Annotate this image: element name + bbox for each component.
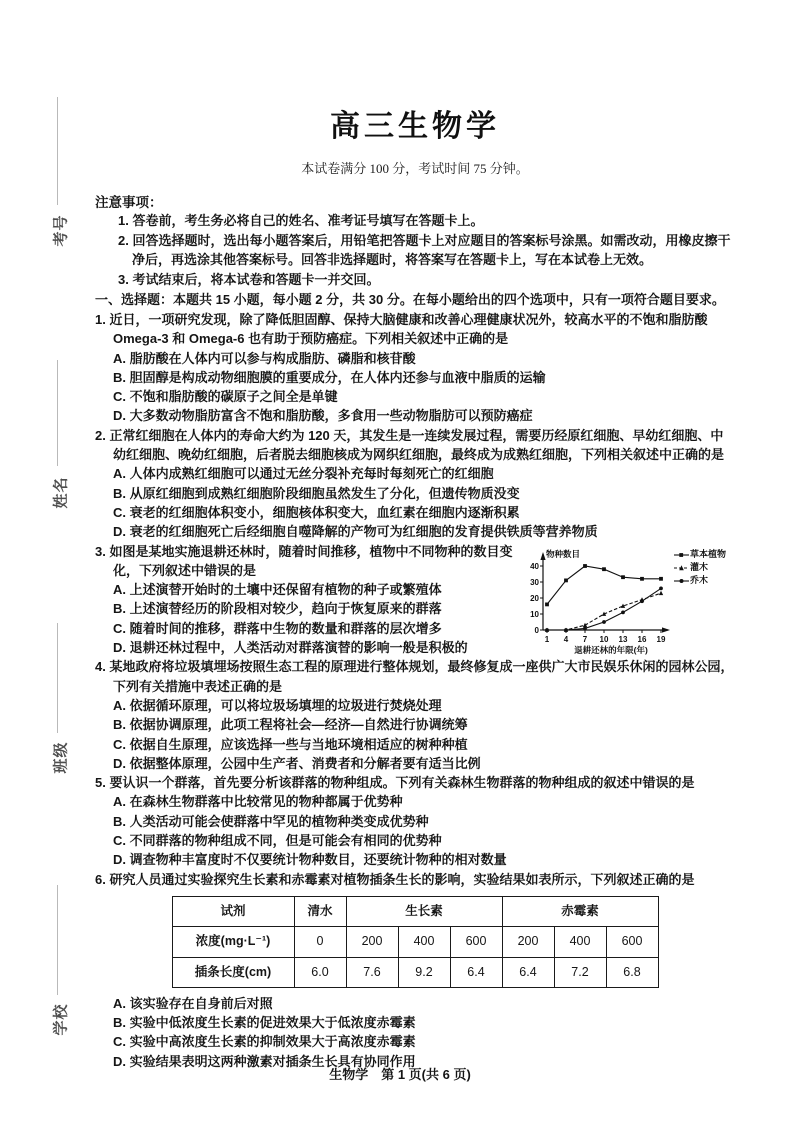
svg-text:4: 4	[563, 634, 569, 644]
circle-marker-icon	[673, 576, 690, 586]
notice-heading: 注意事项：	[95, 195, 163, 210]
svg-text:1: 1	[544, 634, 550, 644]
table-cell: 9.2	[398, 957, 450, 987]
sidebar-label: 考号	[52, 213, 70, 247]
seal-line	[57, 885, 58, 995]
question-2	[95, 426, 735, 542]
svg-text:30: 30	[530, 577, 539, 587]
table-cell: 6.4	[502, 957, 554, 987]
svg-text:0: 0	[534, 625, 539, 635]
question-1	[95, 310, 735, 426]
table-header-cell: 生长素	[346, 896, 502, 926]
table-cell: 600	[450, 927, 502, 957]
table-cell: 7.2	[554, 957, 606, 987]
legend-label: 灌木	[690, 562, 709, 573]
notice-item-2: 2. 回答选择题时，选出每小题答案后，用铅笔把答题卡上对应题目的答案标号涂黑。如需改动，用橡皮擦干净后，再选涂其他答案标号。回答非选择题时，将答案写在答题卡上，写在本试卷上无效。	[118, 232, 731, 267]
table-cell: 600	[606, 927, 658, 957]
table-cell: 400	[554, 927, 606, 957]
option-c: C. 不饱和脂肪酸的碳原子之间全是单键	[113, 389, 338, 405]
question-stem: 2. 正常红细胞在人体内的寿命大约为 120 天，其发生是一连续发展过程，需要历经原红细胞、早幼红细胞、中幼红细胞、晚幼红细胞，后者脱去细胞核成为网织红细胞，最终成为成熟红细胞，下列相关叙述中正确的是	[95, 427, 725, 463]
table-header-row	[172, 896, 658, 926]
legend-label: 乔木	[690, 575, 709, 586]
chart-legend	[673, 544, 735, 656]
svg-text:20: 20	[530, 593, 539, 603]
page-footer: 生物学 第 1 页(共 6 页)	[329, 1067, 471, 1082]
seal-line	[57, 360, 58, 466]
table-cell: 200	[502, 927, 554, 957]
option-b: B. 依据协调原理，此项工程将社会—经济—自然进行协调统筹	[113, 717, 468, 733]
table-header-cell: 赤霉素	[502, 896, 658, 926]
table-cell: 200	[346, 927, 398, 957]
option-b: B. 人类活动可能会使群落中罕见的植物种类变成优势种	[113, 813, 429, 829]
option-d: D. 退耕还林过程中，人类活动对群落演替的影响一般是积极的	[113, 640, 468, 656]
table-header-cell: 清水	[294, 896, 346, 926]
option-c: C. 衰老的红细胞体积变小，细胞核体积变大，血红素在细胞内逐渐积累	[113, 504, 520, 520]
exam-subtitle: 本试卷满分 100 分，考试时间 75 分钟。	[301, 161, 529, 176]
option-b: B. 胆固醇是构成动物细胞膜的重要成分，在人体内还参与血液中脂质的运输	[113, 369, 546, 385]
question-number: 4.	[95, 659, 106, 675]
question-number: 5.	[95, 775, 106, 791]
seal-line	[57, 97, 58, 205]
table-row-label: 插条长度(cm)	[172, 957, 294, 987]
species-count-chart	[523, 544, 735, 656]
option-a: A. 人体内成熟红细胞可以通过无丝分裂补充每时每刻死亡的红细胞	[113, 466, 494, 482]
svg-text:物种数目: 物种数目	[546, 548, 581, 559]
svg-text:16: 16	[637, 634, 647, 644]
sidebar-label: 学校	[52, 1002, 70, 1036]
option-b: B. 从原红细胞到成熟红细胞阶段细胞虽然发生了分化，但遗传物质没变	[113, 485, 520, 501]
question-stem: 3. 如图是某地实施退耕还林时，随着时间推移，植物中不同物种的数目变化，下列叙述中错误的是	[95, 543, 513, 578]
svg-text:40: 40	[530, 561, 539, 571]
question-number: 6.	[95, 871, 106, 887]
notice-item-3: 3. 考试结束后，将本试卷和答题卡一并交回。	[118, 271, 380, 287]
question-number: 1.	[95, 312, 106, 327]
option-b: B. 上述演替经历的阶段相对较少，趋向于恢复原来的群落	[113, 601, 442, 617]
legend-item	[673, 575, 735, 588]
svg-text:19: 19	[656, 634, 666, 644]
table-header-cell: 试剂	[172, 896, 294, 926]
option-b: B. 实验中低浓度生长素的促进效果大于低浓度赤霉素	[113, 1015, 416, 1031]
sidebar-label: 班级	[52, 740, 70, 774]
option-a: A. 脂肪酸在人体内可以参与构成脂肪、磷脂和核苷酸	[113, 350, 416, 366]
question-4	[95, 657, 735, 773]
table-row-cutting-length	[172, 957, 658, 987]
question-6	[95, 870, 735, 1071]
table-cell: 400	[398, 927, 450, 957]
option-c: C. 实验中高浓度生长素的抑制效果大于高浓度赤霉素	[113, 1034, 416, 1050]
question-stem: 6. 研究人员通过实验探究生长素和赤霉素对植物插条生长的影响，实验结果如表所示，下列叙述正确的是	[95, 871, 695, 887]
option-a: A. 该实验存在自身前后对照	[113, 995, 273, 1011]
option-c: C. 依据自生原理，应该选择一些与当地环境相适应的树种种植	[113, 736, 468, 752]
experiment-results-table	[172, 896, 659, 988]
svg-text:13: 13	[618, 634, 628, 644]
option-c: C. 随着时间的推移，群落中生物的数量和群落的层次增多	[113, 620, 442, 636]
svg-text:10: 10	[530, 609, 539, 619]
svg-text:7: 7	[582, 634, 588, 644]
question-number: 2.	[95, 427, 106, 443]
option-c: C. 不同群落的物种组成不同，但是可能会有相同的优势种	[113, 833, 442, 849]
question-number: 3.	[95, 543, 106, 559]
option-a: A. 上述演替开始时的土壤中还保留有植物的种子或繁殖体	[113, 582, 442, 598]
question-5	[95, 773, 735, 869]
question-3	[95, 542, 735, 658]
question-stem: 1. 近日，一项研究发现，除了降低胆固醇、保持大脑健康和改善心理健康状况外，较高水平的不饱和脂肪酸 Omega-3 和 Omega-6 也有助于预防癌症。下列相关叙述中正确的是	[95, 312, 708, 347]
table-cell: 6.0	[294, 957, 346, 987]
svg-text:10: 10	[599, 634, 609, 644]
table-cell: 0	[294, 927, 346, 957]
option-a: A. 依据循环原理，可以将垃圾场填埋的垃圾进行焚烧处理	[113, 697, 442, 713]
table-cell: 6.8	[606, 957, 658, 987]
table-cell: 7.6	[346, 957, 398, 987]
section-heading: 一、选择题：本题共 15 小题，每小题 2 分，共 30 分。在每小题给出的四个选项中，只有一项符合题目要求。	[95, 292, 725, 307]
table-row-concentration	[172, 927, 658, 957]
option-d: D. 调查物种丰富度时不仅要统计物种数目，还要统计物种的相对数量	[113, 852, 507, 868]
option-d: D. 衰老的红细胞死亡后经细胞自噬降解的产物可为红细胞的发育提供铁质等营养物质	[113, 524, 598, 540]
option-d: D. 实验结果表明这两种激素对插条生长具有协同作用	[113, 1053, 416, 1069]
sidebar-label: 姓名	[52, 475, 70, 509]
notice-item-1: 1. 答卷前，考生务必将自己的姓名、准考证号填写在答题卡上。	[118, 213, 484, 228]
chart-plot-area	[523, 544, 673, 656]
square-marker-icon	[673, 550, 690, 560]
question-stem: 4. 某地政府将垃圾填埋场按照生态工程的原理进行整体规划，最终修复成一座供广大市民娱乐休闲的园林公园，下列有关措施中表述正确的是	[95, 659, 734, 694]
table-cell: 6.4	[450, 957, 502, 987]
seal-line	[57, 623, 58, 733]
table-row-label: 浓度(mg·L⁻¹)	[172, 927, 294, 957]
option-a: A. 在森林生物群落中比较常见的物种都属于优势种	[113, 794, 403, 810]
question-stem: 5. 要认识一个群落，首先要分析该群落的物种组成。下列有关森林生物群落的物种组成的叙述中错误的是	[95, 775, 695, 791]
option-d: D. 依据整体原理，公园中生产者、消费者和分解者要有适当比例	[113, 755, 481, 771]
page-title: 高三生物学	[330, 110, 500, 143]
legend-label: 草本植物	[690, 549, 727, 560]
option-d: D. 大多数动物脂肪富含不饱和脂肪酸，多食用一些动物脂肪可以预防癌症	[113, 408, 533, 424]
triangle-marker-icon	[673, 563, 690, 573]
svg-text:退耕还林的年限(年): 退耕还林的年限(年)	[574, 644, 648, 655]
